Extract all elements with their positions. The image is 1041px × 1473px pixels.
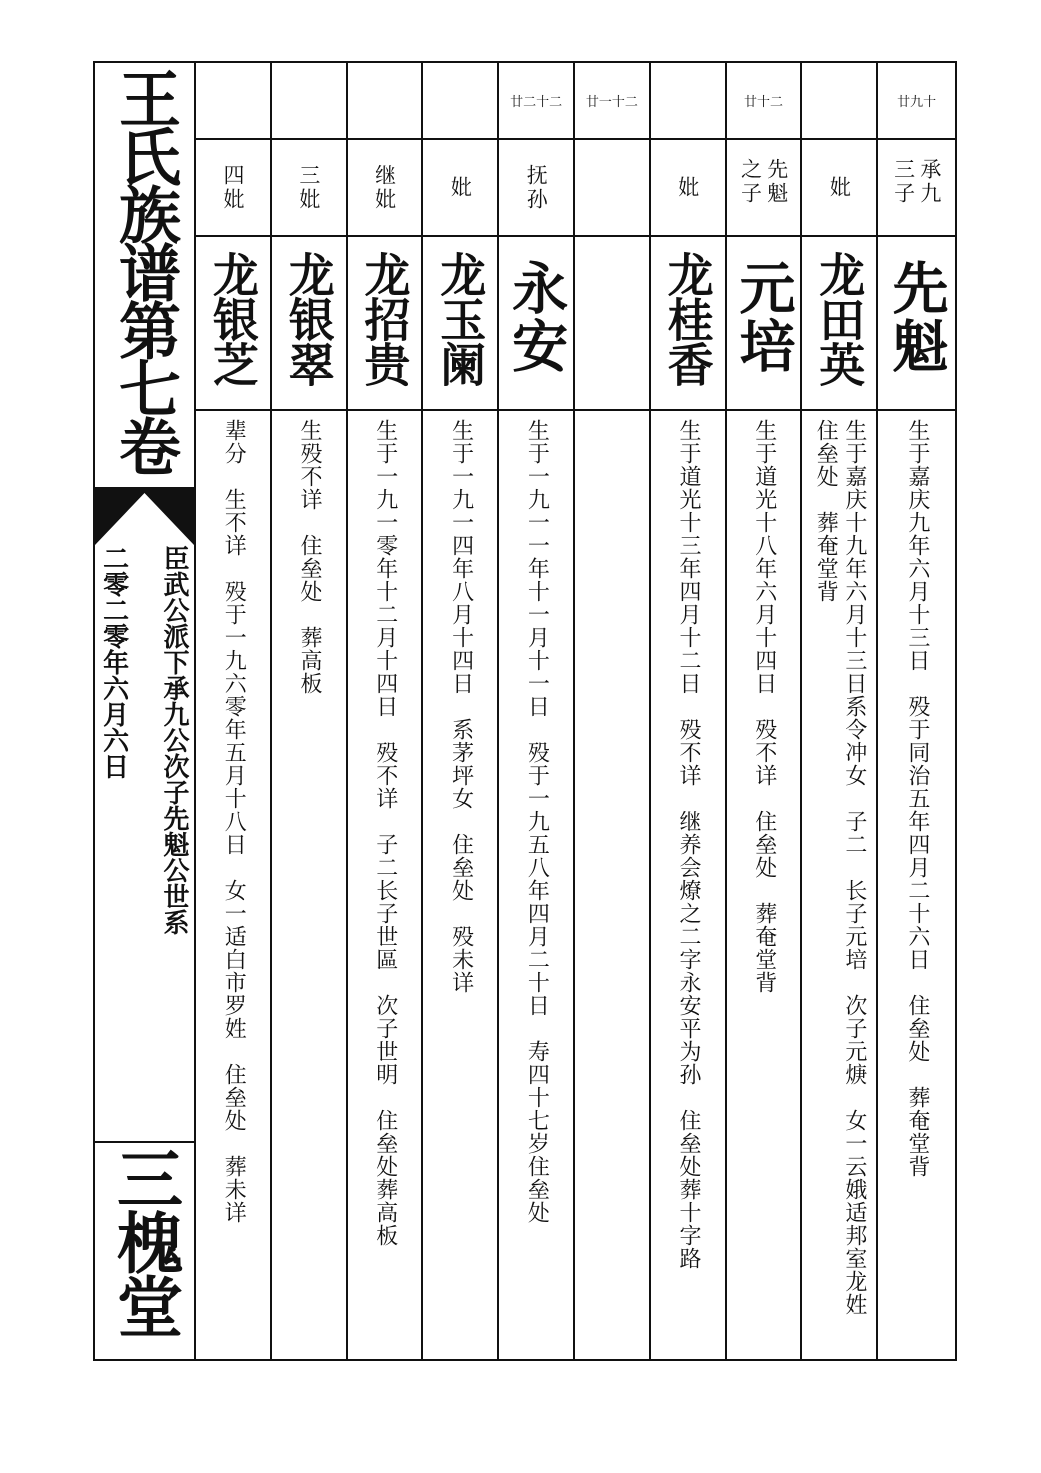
relation-cell [423,140,497,237]
relation-cell [272,140,346,237]
genealogy-column [727,63,803,1359]
relation-cell [878,140,955,237]
biography-cell [348,411,422,1359]
hall-name: 三槐堂 [105,1145,184,1337]
person-name: 龙银翠 [281,251,336,386]
person-name: 元培 [730,259,797,375]
name-cell [423,237,497,411]
generation-cell [423,63,497,140]
relation-text: 抚孙 [524,163,549,212]
relation-text: 四妣 [221,163,246,212]
generation-cell: 廿二十二 [499,63,573,140]
relation-text: 继妣 [372,163,397,212]
biography-text: 辈分 生不详 殁于一九六零年五月十八日 女一适白市罗姓 住垒处 葬未详 [221,419,247,1224]
genealogy-column [348,63,424,1359]
genealogy-column [499,63,575,1359]
biography-cell [651,411,725,1359]
name-cell [348,237,422,411]
relation-text: 妣 [448,175,473,200]
name-cell [575,237,649,411]
biography-text: 生于道光十三年四月十二日 殁不详 继养会燎之二字永安平为孙 住垒处葬十字路 [675,419,701,1270]
biography-text: 生于一九一一年十一月十一日 殁于一九五八年四月二十日 寿四十七岁住垒处 [524,419,550,1224]
book-title-cell [95,67,194,487]
hall-name-cell [95,1145,194,1359]
biography-cell [499,411,573,1359]
relation-text: 承九三子 [891,157,942,206]
biography-cell [727,411,801,1359]
relation-cell [348,140,422,237]
person-name: 龙田英 [812,251,867,386]
genealogy-column [802,63,878,1359]
genealogy-column [878,63,955,1359]
relation-cell [802,140,876,237]
genealogy-page-frame [93,61,957,1361]
person-name: 先魁 [883,259,950,375]
generation-cell [802,63,876,140]
person-name: 龙桂香 [660,251,715,386]
branch-info [95,545,194,1141]
biography-cell [423,411,497,1359]
relation-text: 妣 [827,175,852,200]
name-cell [651,237,725,411]
name-cell [727,237,801,411]
generation-cell: 廿九十 [878,63,955,140]
genealogy-column [196,63,272,1359]
fishtail-ornament [95,489,194,545]
relation-cell [575,140,649,237]
biography-cell [196,411,270,1359]
generation-cell [196,63,270,140]
generation-cell [348,63,422,140]
biography-text: 生于一九一四年八月十四日 系茅坪女 住垒处 殁未详 [448,419,474,994]
genealogy-columns [196,63,955,1359]
biography-text: 生于嘉庆十九年六月十三日系令冲女 子二 长子元培 次子元焿 女一云娥适邦室龙姓 住垒处 葬奄堂背 [813,419,867,1339]
relation-cell [499,140,573,237]
name-cell [196,237,270,411]
relation-cell [651,140,725,237]
relation-text: 先魁之子 [738,157,789,206]
name-cell [802,237,876,411]
person-name: 永安 [503,259,570,375]
name-cell [878,237,955,411]
generation-cell [272,63,346,140]
compile-date: 二零二零年六月六日 [98,545,129,779]
biography-text: 生于一九一零年十二月十四日 殁不详 子二长子世區 次子世明 住垒处葬高板 [372,419,398,1247]
biography-cell [878,411,955,1359]
divider [95,1141,194,1143]
generation-cell: 廿十二 [727,63,801,140]
genealogy-column [651,63,727,1359]
name-cell [272,237,346,411]
relation-cell [727,140,801,237]
person-name: 龙招贵 [357,251,412,386]
relation-text: 三妣 [296,163,321,212]
title-panel [95,63,196,1359]
biography-cell [272,411,346,1359]
biography-cell [575,411,649,1359]
genealogy-column [423,63,499,1359]
biography-cell [802,411,876,1359]
biography-text: 生于道光十八年六月十四日 殁不详 住垒处 葬奄堂背 [751,419,777,994]
relation-text: 妣 [675,175,700,200]
generation-cell: 廿一十二 [575,63,649,140]
generation-cell [651,63,725,140]
genealogy-column [272,63,348,1359]
biography-text: 生殁不详 住垒处 葬高板 [296,419,322,695]
name-cell [499,237,573,411]
person-name: 龙银芝 [205,251,260,386]
biography-text: 生于嘉庆九年六月十三日 殁于同治五年四月二十六日 住垒处 葬奄堂背 [904,419,930,1178]
book-title: 王氏族谱第七卷 [108,67,182,473]
genealogy-column [575,63,651,1359]
branch-line: 臣武公派下承九公次子先魁公世系 [159,545,189,935]
person-name: 龙玉阑 [433,251,488,386]
relation-cell [196,140,270,237]
